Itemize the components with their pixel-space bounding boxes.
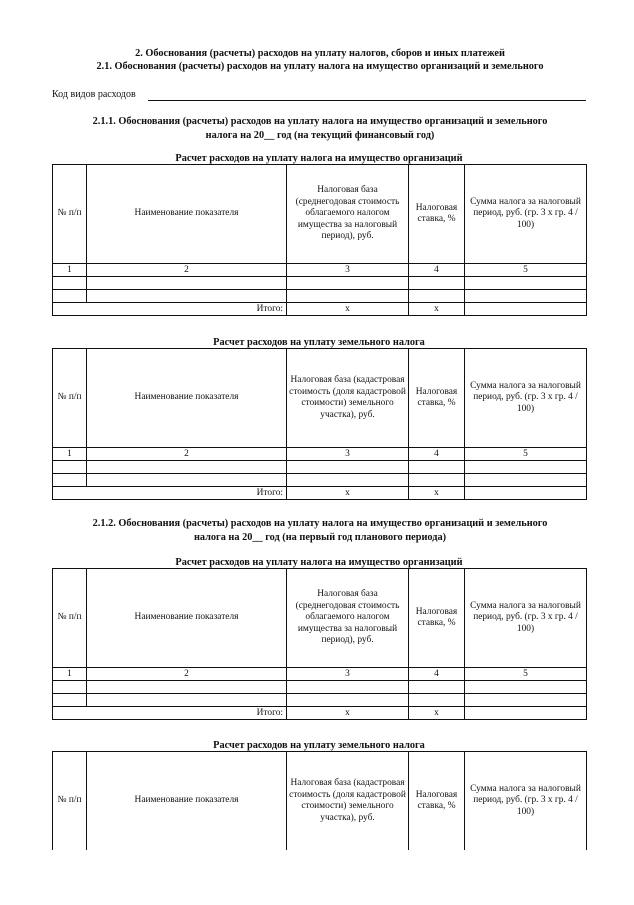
- table-cell[interactable]: [465, 681, 587, 694]
- column-number: 2: [87, 668, 287, 681]
- table-cell[interactable]: [87, 277, 287, 290]
- table-cell[interactable]: [53, 694, 87, 707]
- section-title-line-2: налога на 20__ год (на первый год планового периода): [193, 532, 447, 543]
- header-cell-number: № п/п: [53, 569, 87, 668]
- total-sum-cell[interactable]: [465, 303, 587, 316]
- total-x-mark: x: [287, 487, 409, 500]
- table-cell[interactable]: [409, 474, 465, 487]
- header-cell-base: Налоговая база (кадастровая стоимость (доля кадастровой стоимости) земельного участка), руб.: [287, 349, 409, 448]
- total-sum-cell[interactable]: [465, 487, 587, 500]
- header-cell-number: № п/п: [53, 349, 87, 448]
- total-x-mark: x: [409, 707, 465, 720]
- table-cell[interactable]: [409, 277, 465, 290]
- header-cell-sum: Сумма налога за налоговый период, руб. (гр. 3 х гр. 4 / 100): [465, 569, 587, 668]
- table-cell[interactable]: [287, 474, 409, 487]
- table-cell[interactable]: [87, 694, 287, 707]
- column-number: 5: [465, 448, 587, 461]
- table-cell[interactable]: [87, 290, 287, 303]
- kod-input-line[interactable]: [148, 100, 586, 101]
- table-cell[interactable]: [53, 290, 87, 303]
- table-cell[interactable]: [53, 277, 87, 290]
- land-tax-table: [52, 751, 587, 850]
- header-cell-base: Налоговая база (среднегодовая стоимость облагаемого налогом имущества за налоговый период), руб.: [287, 165, 409, 264]
- table-cell[interactable]: [287, 461, 409, 474]
- table-caption: Расчет расходов на уплату земельного налога: [213, 740, 425, 751]
- header-cell-sum: Сумма налога за налоговый период, руб. (гр. 3 х гр. 4 / 100): [465, 349, 587, 448]
- table-header-row: [53, 569, 587, 668]
- header-cell-base: Налоговая база (среднегодовая стоимость облагаемого налогом имущества за налоговый период), руб.: [287, 569, 409, 668]
- header-cell-name: Наименование показателя: [87, 349, 287, 448]
- title-line-1: 2. Обоснования (расчеты) расходов на уплату налогов, сборов и иных платежей: [135, 48, 505, 59]
- table-cell[interactable]: [465, 694, 587, 707]
- table-cell[interactable]: [287, 290, 409, 303]
- total-label: Итого:: [53, 487, 287, 500]
- table-caption: Расчет расходов на уплату налога на имущество организаций: [175, 153, 463, 164]
- table-cell[interactable]: [465, 461, 587, 474]
- header-cell-sum: Сумма налога за налоговый период, руб. (гр. 3 х гр. 4 / 100): [465, 752, 587, 851]
- section-title-line-2: налога на 20__ год (на текущий финансовый год): [205, 130, 435, 141]
- table-cell[interactable]: [87, 474, 287, 487]
- table-cell[interactable]: [409, 290, 465, 303]
- column-number: 4: [409, 448, 465, 461]
- header-cell-sum: Сумма налога за налоговый период, руб. (гр. 3 х гр. 4 / 100): [465, 165, 587, 264]
- table-row[interactable]: [53, 461, 587, 474]
- property-tax-table: [52, 164, 587, 316]
- total-row: [53, 303, 587, 316]
- header-cell-number: № п/п: [53, 165, 87, 264]
- section-title-line-1: 2.1.1. Обоснования (расчеты) расходов на уплату налога на имущество организаций и земельного: [92, 116, 548, 127]
- header-cell-name: Наименование показателя: [87, 752, 287, 851]
- table-header-row: [53, 752, 587, 851]
- column-numbers-row: [53, 448, 587, 461]
- table-row[interactable]: [53, 694, 587, 707]
- header-cell-rate: Налоговая ставка, %: [409, 349, 465, 448]
- total-row: [53, 707, 587, 720]
- table-cell[interactable]: [287, 694, 409, 707]
- table-row[interactable]: [53, 681, 587, 694]
- section-heading-2-1-2: [40, 517, 600, 545]
- column-number: 1: [53, 448, 87, 461]
- header-cell-name: Наименование показателя: [87, 165, 287, 264]
- column-number: 3: [287, 448, 409, 461]
- column-number: 5: [465, 668, 587, 681]
- total-label: Итого:: [53, 303, 287, 316]
- table-cell[interactable]: [87, 461, 287, 474]
- header-cell-base: Налоговая база (кадастровая стоимость (доля кадастровой стоимости) земельного участка), руб.: [287, 752, 409, 851]
- total-x-mark: x: [409, 303, 465, 316]
- header-cell-rate: Налоговая ставка, %: [409, 569, 465, 668]
- column-numbers-row: [53, 264, 587, 277]
- total-x-mark: x: [287, 303, 409, 316]
- column-number: 1: [53, 264, 87, 277]
- table-cell[interactable]: [465, 474, 587, 487]
- table-header-row: [53, 165, 587, 264]
- column-number: 3: [287, 264, 409, 277]
- header-cell-rate: Налоговая ставка, %: [409, 165, 465, 264]
- section-title-line-1: 2.1.2. Обоснования (расчеты) расходов на уплату налога на имущество организаций и земельного: [92, 518, 548, 529]
- table-cell[interactable]: [409, 694, 465, 707]
- total-x-mark: x: [409, 487, 465, 500]
- table-cell[interactable]: [409, 461, 465, 474]
- total-row: [53, 487, 587, 500]
- column-number: 3: [287, 668, 409, 681]
- table-caption: Расчет расходов на уплату земельного налога: [213, 337, 425, 348]
- table-cell[interactable]: [409, 681, 465, 694]
- table-cell[interactable]: [53, 681, 87, 694]
- table-cell[interactable]: [87, 681, 287, 694]
- property-tax-table: [52, 568, 587, 720]
- title-line-2: 2.1. Обоснования (расчеты) расходов на уплату налога на имущество организаций и земельного: [96, 61, 544, 72]
- total-label: Итого:: [53, 707, 287, 720]
- table-row[interactable]: [53, 277, 587, 290]
- table-caption: Расчет расходов на уплату налога на имущество организаций: [175, 557, 463, 568]
- table-cell[interactable]: [465, 290, 587, 303]
- column-numbers-row: [53, 668, 587, 681]
- header-cell-number: № п/п: [53, 752, 87, 851]
- table-cell[interactable]: [287, 277, 409, 290]
- header-cell-name: Наименование показателя: [87, 569, 287, 668]
- table-cell[interactable]: [465, 277, 587, 290]
- column-number: 4: [409, 668, 465, 681]
- column-number: 1: [53, 668, 87, 681]
- column-number: 5: [465, 264, 587, 277]
- column-number: 2: [87, 448, 287, 461]
- table-cell[interactable]: [53, 461, 87, 474]
- table-row[interactable]: [53, 474, 587, 487]
- document-title: [40, 47, 600, 73]
- table-cell[interactable]: [287, 681, 409, 694]
- table-header-row: [53, 349, 587, 448]
- land-tax-table: [52, 348, 587, 500]
- table-cell[interactable]: [53, 474, 87, 487]
- header-cell-rate: Налоговая ставка, %: [409, 752, 465, 851]
- column-number: 4: [409, 264, 465, 277]
- section-heading-2-1-1: [40, 115, 600, 143]
- total-x-mark: x: [287, 707, 409, 720]
- kod-label: Код видов расходов: [52, 89, 136, 100]
- total-sum-cell[interactable]: [465, 707, 587, 720]
- table-row[interactable]: [53, 290, 587, 303]
- column-number: 2: [87, 264, 287, 277]
